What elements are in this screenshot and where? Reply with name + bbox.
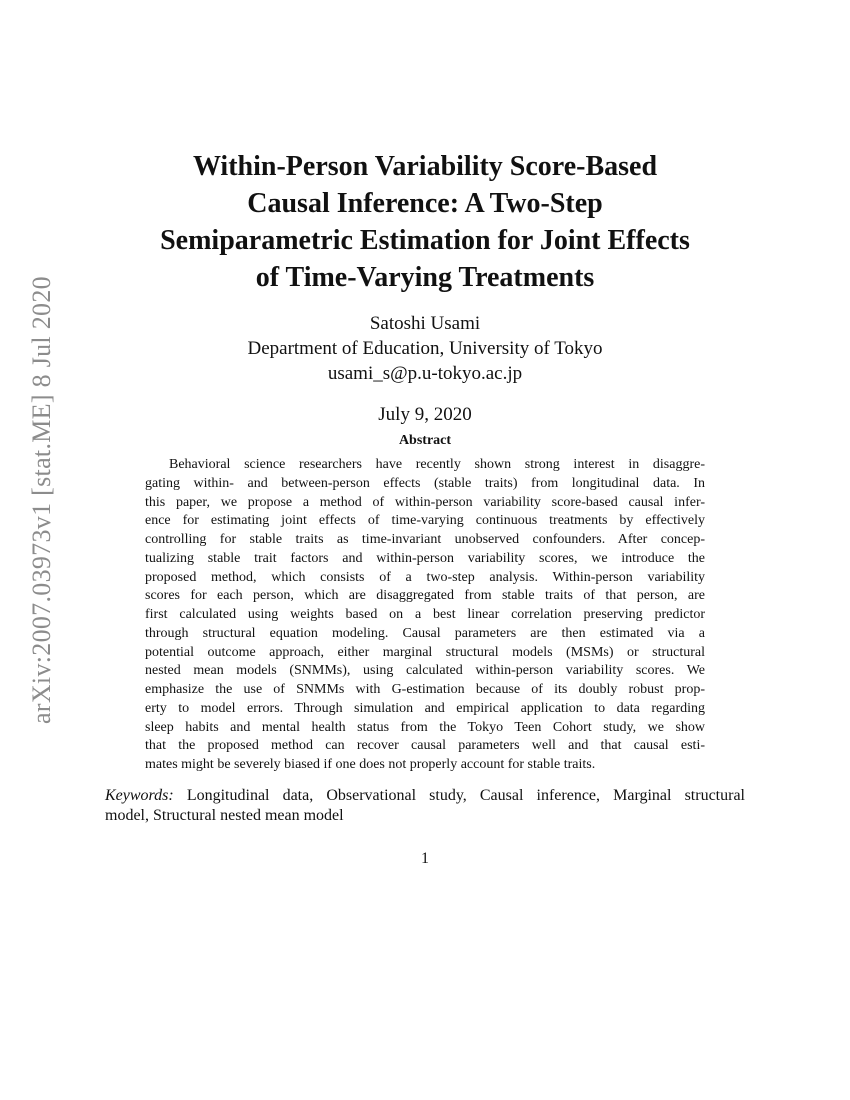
arxiv-identifier-text: arXiv:2007.03973v1 [stat.ME] 8 Jul 2020 — [27, 276, 56, 724]
paper-title — [100, 148, 750, 296]
abstract-line: mates might be severely biased if one does not properly account for stable traits. — [145, 757, 596, 772]
abstract-line: through structural equation modeling. Causal parameters are then estimated via a — [145, 625, 705, 641]
title-line: Causal Inference: A Two-Step — [247, 188, 603, 219]
title-line: Within-Person Variability Score-Based — [192, 151, 658, 182]
title-line: Semiparametric Estimation for Joint Effects — [160, 225, 690, 256]
abstract-line: proposed method, which consists of a two-step analysis. Within-person variability — [145, 569, 705, 585]
keywords-text: Longitudinal data, Observational study, Causal inference, Marginal structural — [186, 787, 745, 804]
paper-date: July 9, 2020 — [378, 404, 472, 425]
abstract-line: scores for each person, which are disaggregated from stable traits of that person, are — [145, 588, 705, 604]
keywords-line — [105, 786, 745, 806]
keywords-label: Keywords: — [105, 787, 174, 804]
abstract-line: potential outcome approach, either marginal structural models (MSMs) or structural — [145, 644, 705, 660]
abstract-line: gating within- and between-person effects (stable traits) from longitudinal data. In — [145, 475, 705, 491]
abstract-line: that the proposed method can recover causal parameters well and that causal esti- — [145, 738, 705, 754]
keywords-section — [105, 786, 745, 826]
author-email: usami_s@p.u-tokyo.ac.jp — [327, 363, 523, 384]
keywords-line-continued: model, Structural nested mean model — [105, 807, 344, 824]
abstract-line: sleep habits and mental health status from the Tokyo Teen Cohort study, we show — [145, 719, 705, 735]
author-name: Satoshi Usami — [369, 313, 481, 334]
title-line: of Time-Varying Treatments — [255, 262, 595, 293]
page-number: 1 — [421, 850, 429, 867]
author-block — [100, 311, 750, 386]
author-affiliation: Department of Education, University of Tokyo — [247, 338, 603, 359]
abstract-line: ence for estimating joint effects of time-varying continuous treatments by effectively — [145, 513, 705, 529]
abstract-line: tualizing stable trait factors and within-person variability scores, we introduce the — [145, 550, 705, 566]
abstract-line: first calculated using weights based on a best linear correlation preserving predictor — [145, 607, 705, 622]
abstract-body — [145, 456, 705, 775]
abstract-line: Behavioral science researchers have recently shown strong interest in disaggre- — [169, 457, 705, 472]
abstract-line: nested mean models (SNMMs), using calculated within-person variability scores. We — [145, 663, 705, 679]
abstract-line: erty to model errors. Through simulation and empirical application to data regarding — [145, 700, 705, 716]
abstract-line: controlling for stable traits as time-invariant unobserved confounders. After concep- — [145, 532, 705, 547]
abstract-line: emphasize the use of SNMMs with G-estimation because of its doubly robust prop- — [145, 682, 705, 697]
abstract-line: this paper, we propose a method of within-person variability score-based causal infer- — [145, 494, 705, 510]
abstract-heading: Abstract — [398, 433, 452, 448]
